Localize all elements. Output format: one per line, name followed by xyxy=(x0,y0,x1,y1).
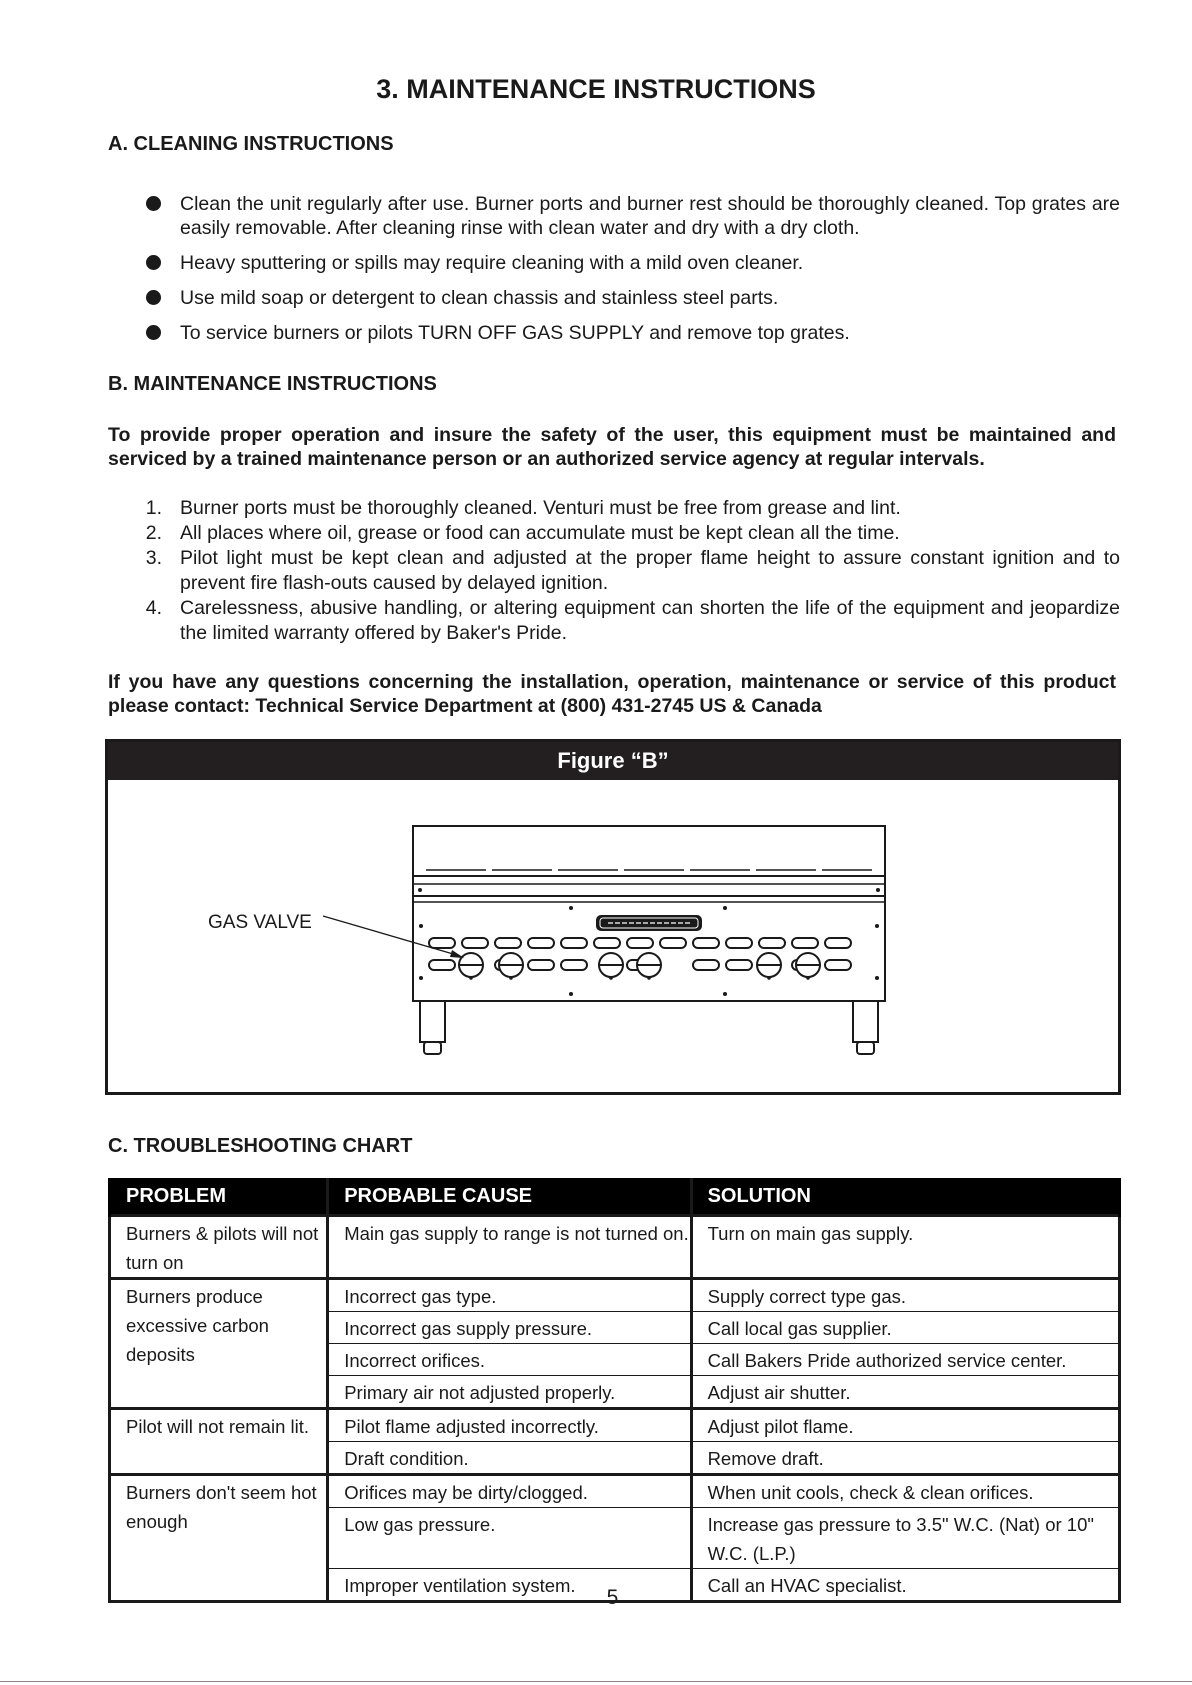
table-row xyxy=(110,1475,1120,1508)
problem-cell: Burners produce excessive carbon deposits xyxy=(110,1279,328,1409)
troubleshooting-table xyxy=(108,1178,1121,1603)
page-title: 3. MAINTENANCE INSTRUCTIONS xyxy=(376,74,816,104)
cause-cell: Main gas supply to range is not turned on. xyxy=(328,1216,691,1279)
step-text: Burner ports must be thoroughly cleaned. Venturi must be free from grease and lint. xyxy=(180,497,901,519)
section-b-heading: B. MAINTENANCE INSTRUCTIONS xyxy=(108,373,437,395)
solution-cell: When unit cools, check & clean orifices. xyxy=(691,1475,1119,1508)
step-number: 1. xyxy=(145,497,162,519)
cleaning-bullet-list xyxy=(140,192,1120,356)
problem-cell: Pilot will not remain lit. xyxy=(110,1409,328,1475)
step-item xyxy=(140,521,1120,546)
gas-valve-callout: GAS VALVE xyxy=(208,912,312,933)
cause-cell: Draft condition. xyxy=(328,1442,691,1475)
bullet-dot-icon xyxy=(146,290,161,305)
cause-cell: Orifices may be dirty/clogged. xyxy=(328,1475,691,1508)
page-bottom-rule xyxy=(0,1681,1192,1682)
cause-cell: Incorrect orifices. xyxy=(328,1344,691,1376)
step-text: Carelessness, abusive handling, or altering equipment can shorten the life of the equipment and jeopardize the limited warranty offered by Baker's Pride. xyxy=(180,597,1120,644)
section-a-heading: A. CLEANING INSTRUCTIONS xyxy=(108,133,394,155)
table-header-row xyxy=(110,1178,1120,1216)
solution-cell: Call local gas supplier. xyxy=(691,1312,1119,1344)
bullet-dot-icon xyxy=(146,255,161,270)
cause-cell: Low gas pressure. xyxy=(328,1508,691,1569)
step-item xyxy=(140,596,1120,646)
countertop-range-icon xyxy=(108,780,1118,1092)
table-row xyxy=(110,1409,1120,1442)
column-header-problem: PROBLEM xyxy=(110,1178,328,1216)
step-text: All places where oil, grease or food can accumulate must be kept clean all the time. xyxy=(180,522,900,544)
bullet-item xyxy=(140,251,1120,275)
solution-cell: Turn on main gas supply. xyxy=(691,1216,1119,1279)
bullet-dot-icon xyxy=(146,196,161,211)
step-number: 3. xyxy=(145,547,162,569)
maintenance-steps-list xyxy=(140,496,1120,646)
contact-paragraph: If you have any questions concerning the installation, operation, maintenance or service of this product please contact: Technical Service Department at (800) 431-2745 US & Canada xyxy=(108,671,1116,717)
column-header-cause: PROBABLE CAUSE xyxy=(328,1178,691,1216)
step-number: 4. xyxy=(145,597,162,619)
page-number: 5 xyxy=(606,1586,619,1609)
solution-cell: Supply correct type gas. xyxy=(691,1279,1119,1312)
cause-cell: Pilot flame adjusted incorrectly. xyxy=(328,1409,691,1442)
bullet-text: To service burners or pilots TURN OFF GAS SUPPLY and remove top grates. xyxy=(180,322,850,344)
solution-cell: Increase gas pressure to 3.5" W.C. (Nat) or 10" W.C. (L.P.) xyxy=(691,1508,1119,1569)
solution-cell: Call Bakers Pride authorized service center. xyxy=(691,1344,1119,1376)
bullet-item xyxy=(140,286,1120,310)
solution-cell: Adjust air shutter. xyxy=(691,1376,1119,1409)
figure-b xyxy=(105,739,1121,1095)
cause-cell: Incorrect gas type. xyxy=(328,1279,691,1312)
step-item xyxy=(140,496,1120,521)
problem-cell: Burners & pilots will not turn on xyxy=(110,1216,328,1279)
maintenance-intro: To provide proper operation and insure the safety of the user, this equipment must be maintained and serviced by a trained maintenance person or an authorized service agency at regular intervals. xyxy=(108,424,1116,470)
table-row xyxy=(110,1216,1120,1279)
solution-cell: Adjust pilot flame. xyxy=(691,1409,1119,1442)
step-text: Pilot light must be kept clean and adjusted at the proper flame height to assure constant ignition and to prevent fire flash-outs caused by delayed ignition. xyxy=(180,547,1120,594)
section-c-heading: C. TROUBLESHOOTING CHART xyxy=(108,1135,413,1157)
cause-cell: Primary air not adjusted properly. xyxy=(328,1376,691,1409)
column-header-solution: SOLUTION xyxy=(691,1178,1119,1216)
cause-cell: Incorrect gas supply pressure. xyxy=(328,1312,691,1344)
bullet-item xyxy=(140,321,1120,345)
solution-cell: Remove draft. xyxy=(691,1442,1119,1475)
bullet-text: Clean the unit regularly after use. Burner ports and burner rest should be thoroughly cleaned. Top grates are easily removable. After cleaning rinse with clean water and dry with a dry cloth. xyxy=(180,193,1120,239)
table-row xyxy=(110,1279,1120,1312)
solution-cell: Call an HVAC specialist. xyxy=(691,1569,1119,1602)
step-item xyxy=(140,546,1120,596)
bullet-text: Use mild soap or detergent to clean chassis and stainless steel parts. xyxy=(180,287,779,309)
problem-cell: Burners don't seem hot enough xyxy=(110,1475,328,1602)
bullet-text: Heavy sputtering or spills may require cleaning with a mild oven cleaner. xyxy=(180,252,804,274)
bullet-dot-icon xyxy=(146,325,161,340)
bullet-item xyxy=(140,192,1120,240)
cause-cell: Improper ventilation system. xyxy=(328,1569,691,1602)
step-number: 2. xyxy=(145,522,162,544)
figure-title: Figure “B” xyxy=(108,742,1118,780)
